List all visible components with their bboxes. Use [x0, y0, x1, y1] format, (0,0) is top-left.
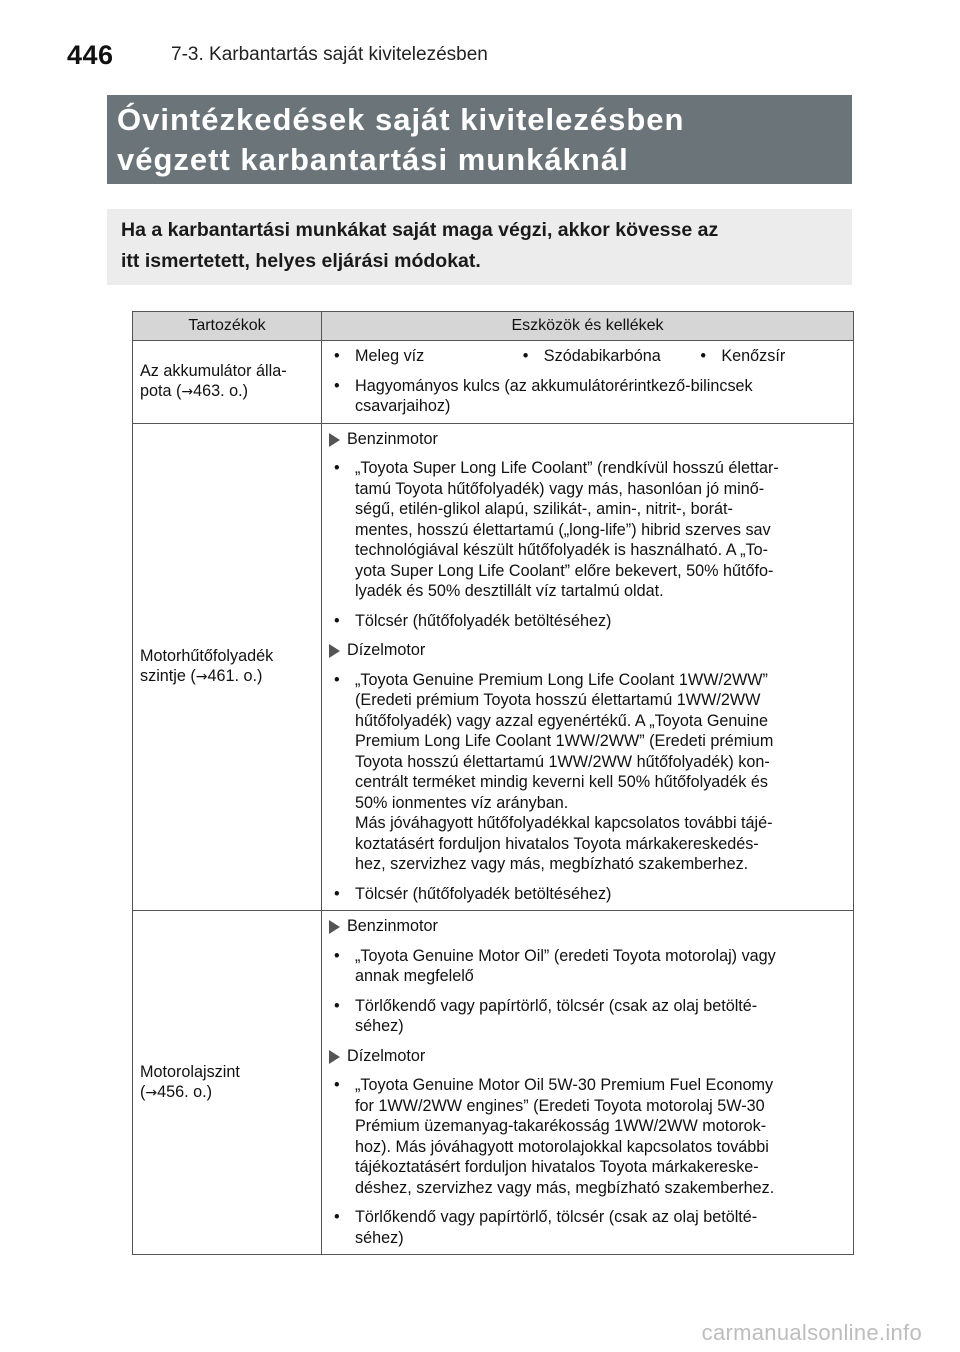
detail-cell — [322, 911, 854, 1255]
item-label: Motorolajszint ( — [140, 1062, 240, 1101]
engine-heading — [329, 429, 843, 450]
list-item-text: Törlőkendő vagy papírtörlő, tölcsér (csak az olaj betölté- séhez) — [355, 1208, 758, 1247]
list-item — [329, 611, 843, 632]
engine-heading — [329, 916, 843, 937]
bullet-icon: • — [334, 611, 340, 630]
heading-text: Dízelmotor — [347, 641, 426, 659]
list-item-text: „Toyota Super Long Life Coolant” (rendkívül hosszú élettar- tamú Toyota hűtőfolyadék) vagy más, hasonlóan jó minő- ségű, etilén-glikol alapú, szilikát-, amin-, nitrit-, borát- mentes, hosszú élettartamú („long-life”) hibrid szerves sav technológiával készült hűtőfolyadék is használható. A „To- yota Super Long Life Coolant” előre bekevert, 50% hűtőfo- lyadék és 50% desztillált víz tartalmú oldat. — [355, 459, 779, 600]
list-item — [329, 376, 843, 417]
bullet-icon: • — [334, 670, 340, 689]
list-item-text: „Toyota Genuine Premium Long Life Coolant 1WW/2WW” (Eredeti prémium Toyota hosszú élettartamú 1WW/2WW hűtőfolyadék) vagy azzal egyenértékű. A „Toyota Genuine Premium Long Life Coolant 1WW/2WW” (Eredeti prémium Toyota hosszú élettartamú 1WW/2WW hűtőfolyadék) kon- centrált terméket mindig keverni kell 50% hűtőfolyadék és 50% ionmentes víz arányban. Más jóváhagyott hűtőfolyadékkal kapcsolatos további tájé- koztatásért forduljon hivatalos Toyota márkakereskedés- hez, szervizhez vagy más, megbízható szakemberhez. — [355, 670, 774, 873]
triangle-marker-icon — [329, 433, 340, 447]
table-row — [133, 341, 854, 424]
list-item — [329, 996, 843, 1037]
list-item-text: „Toyota Genuine Motor Oil 5W-30 Premium Fuel Economy for 1WW/2WW engines” (Eredeti Toyota motorolaj 5W-30 Prémium üzemanyag-takarékosság 1WW/2WW motorok- hoz). Más jóváhagyott motorolajokkal kapcsolatos további tájékoztatásért forduljon hivatalos Toyota márkakereske- déshez, szervizhez vagy más, megbízható szakemberhez. — [355, 1076, 775, 1197]
bullet-icon: • — [334, 347, 340, 365]
list-item — [329, 670, 843, 875]
list-item — [329, 458, 843, 602]
list-item-text: Meleg víz — [355, 347, 425, 365]
item-label: Az akkumulátor álla- pota ( — [140, 361, 287, 401]
parts-table — [132, 311, 854, 1255]
triangle-marker-icon — [329, 920, 340, 934]
inline-items — [329, 346, 843, 367]
item-cell — [133, 911, 322, 1255]
column-header-tools: Eszközök és kellékek — [322, 312, 854, 341]
list-item — [329, 884, 843, 905]
page-reference: 456. o.) — [157, 1083, 213, 1101]
list-item-text: „Toyota Genuine Motor Oil” (eredeti Toyota motorolaj) vagy annak megfelelő — [355, 946, 776, 985]
heading-text: Dízelmotor — [347, 1046, 426, 1065]
bullet-icon: • — [334, 884, 340, 903]
bullet-icon: • — [334, 1208, 340, 1226]
bullet-icon: • — [522, 347, 529, 365]
detail-cell — [322, 423, 854, 911]
list-item-text: Tölcsér (hűtőfolyadék betöltéséhez) — [355, 884, 612, 903]
list-item — [329, 946, 843, 987]
bullet-icon: • — [334, 1076, 340, 1094]
bullet-icon: • — [334, 459, 340, 477]
column-header-items: Tartozékok — [133, 312, 322, 341]
watermark: carmanualsonline.info — [701, 1320, 922, 1345]
arrow-icon: → — [181, 384, 194, 401]
table-row — [133, 911, 854, 1255]
heading-text: Benzinmotor — [347, 917, 438, 935]
bullet-icon: • — [334, 946, 340, 965]
list-item — [329, 1207, 843, 1248]
heading-text: Benzinmotor — [347, 429, 438, 448]
triangle-marker-icon — [329, 1050, 340, 1064]
list-item-text: Kenőzsír — [721, 347, 786, 365]
section-title: 7-3. Karbantartás saját kivitelezésben — [171, 44, 488, 65]
item-cell — [133, 423, 322, 911]
table-header-row — [133, 312, 854, 341]
bullet-icon: • — [334, 376, 340, 395]
list-item — [329, 1075, 843, 1198]
list-item-text: Tölcsér (hűtőfolyadék betöltéséhez) — [355, 611, 612, 630]
bullet-icon: • — [334, 996, 340, 1015]
engine-heading — [329, 1046, 843, 1067]
list-item — [518, 346, 696, 367]
engine-heading — [329, 640, 843, 661]
triangle-marker-icon — [329, 644, 340, 658]
page-reference: 463. o.) — [193, 382, 249, 401]
detail-cell — [322, 341, 854, 424]
table-row — [133, 423, 854, 911]
page-reference: 461. o.) — [207, 667, 263, 686]
intro-box: Ha a karbantartási munkákat saját maga végzi, akkor kövesse az itt ismertetett, helyes eljárási módokat. — [107, 209, 852, 285]
item-cell — [133, 341, 322, 424]
list-item — [329, 346, 518, 367]
arrow-icon: → — [145, 1085, 158, 1101]
arrow-icon: → — [195, 669, 208, 686]
list-item-text: Hagyományos kulcs (az akkumulátorérintkező-bilincsek csavarjaihoz) — [355, 376, 753, 415]
list-item-text: Szódabikarbóna — [543, 347, 661, 365]
page-number: 446 — [67, 40, 114, 70]
bullet-icon: • — [700, 347, 707, 365]
item-label: Motorhűtőfolyadék szintje ( — [140, 646, 274, 686]
list-item-text: Törlőkendő vagy papírtörlő, tölcsér (csak az olaj betölté- séhez) — [355, 996, 758, 1035]
title-banner: Óvintézkedések saját kivitelezésben végzett karbantartási munkáknál — [107, 95, 852, 184]
list-item — [695, 346, 843, 367]
